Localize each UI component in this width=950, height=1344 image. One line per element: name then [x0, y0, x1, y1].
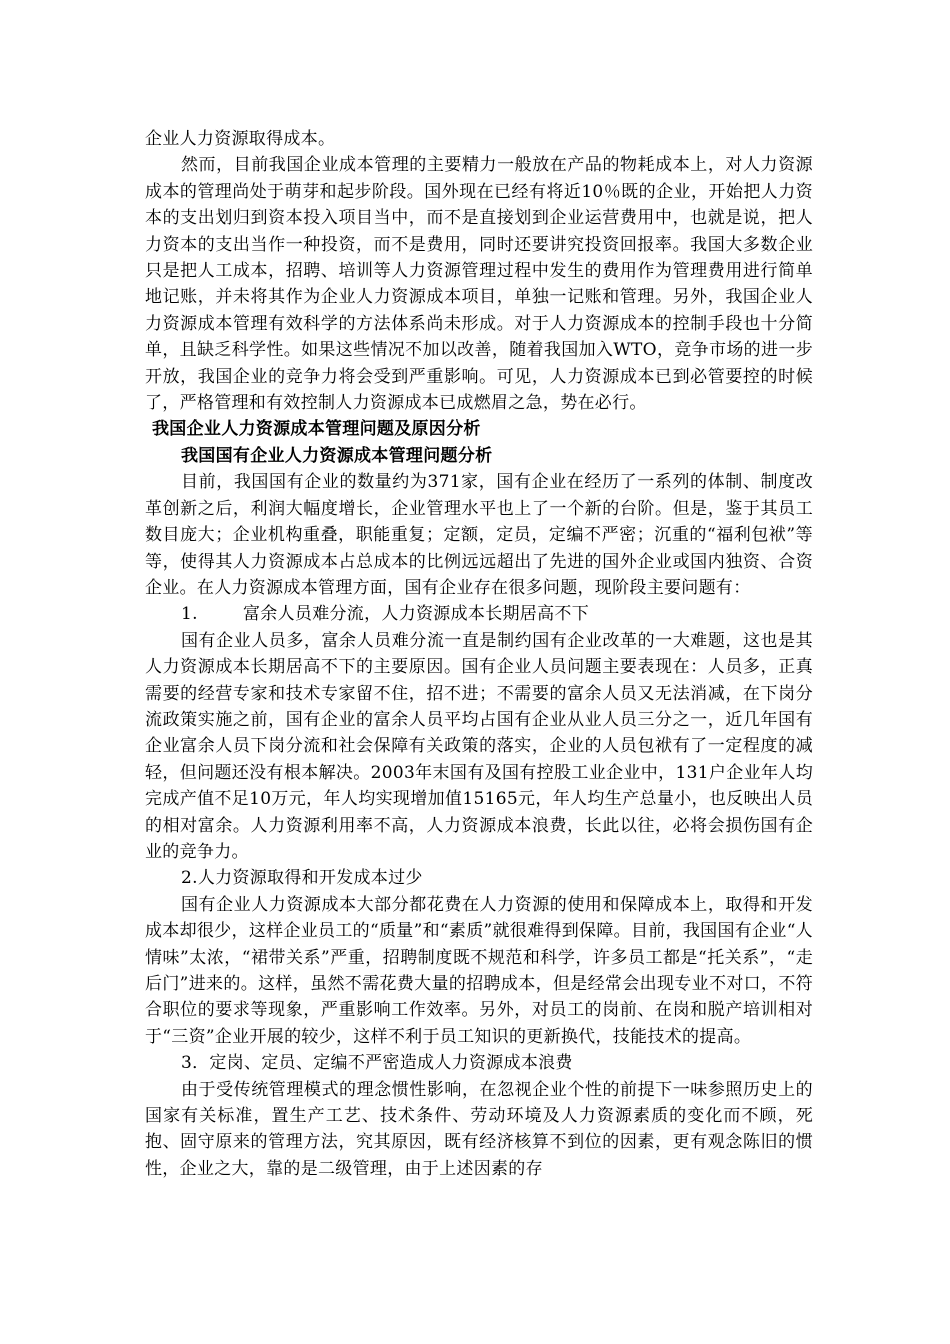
list-item-1-number: 1. — [181, 604, 198, 625]
subsection-heading: 我国国有企业人力资源成本管理问题分析 — [181, 445, 493, 466]
paragraph-acquisition-cost: 国有企业人力资源成本大部分都花费在人力资源的使用和保障成本上，取得和开发成本却很少，这样企业员工的“质量”和“素质”就很难得到保障。目前，我国国有企业“人情味”太浓，“裙带关系”严重，招聘制度既不规范和科学，许多员工都是“托关系”，“走后门”进来的。这样，虽然不需花费大量的招聘成本，但是经常会出现专业不对口，不符合职位的要求等现象，严重影响工作效率。另外，对员工的岗前、在岗和脱产培训相对于“三资”企业开展的较少，这样不利于员工知识的更新换代，技能技术的提高。 — [145, 894, 813, 1047]
paragraph-staffing-waste: 由于受传统管理模式的理念惯性影响，在忽视企业个性的前提下一味参照历史上的国家有关标准，置生产工艺、技术条件、劳动环境及人力资源素质的变化而不顾，死抱、固守原来的管理方法，究其原因，既有经济核算不到位的因素，更有观念陈旧的惯性，企业之大，靠的是二级管理，由于上述因素的存 — [145, 1079, 813, 1179]
list-item-2: 2.人力资源取得和开发成本过少 — [181, 868, 423, 889]
paragraph-intro: 然而，目前我国企业成本管理的主要精力一般放在产品的物耗成本上，对人力资源成本的管理尚处于萌芽和起步阶段。国外现在已经有将近10％既的企业，开始把人力资本的支出划归到资本投入项目当中，而不是直接划到企业运营费用中，也就是说，把人力资本的支出当作一种投资，而不是费用，同时还要讲究投资回报率。我国大多数企业只是把人工成本，招聘、培训等人力资源管理过程中发生的费用作为管理费用进行简单地记账，并未将其作为企业人力资源成本项目，单独一记账和管理。另外，我国企业人力资源成本管理有效科学的方法体系尚未形成。对于人力资源成本的控制手段也十分简单，且缺乏科学性。如果这些情况不加以改善，随着我国加入WTO，竞争市场的进一步开放，我国企业的竞争力将会受到严重影响。可见，人力资源成本已到必管要控的时候了，严格管理和有效控制人力资源成本已成燃眉之急，势在必行。 — [145, 155, 813, 414]
list-item-1-text: 富余人员难分流，人力资源成本长期居高不下 — [243, 604, 589, 625]
list-item-3: 3．定岗、定员、定编不严密造成人力资源成本浪费 — [181, 1053, 573, 1074]
document-page — [145, 126, 813, 1182]
paragraph-surplus-staff: 国有企业人员多，富余人员难分流一直是制约国有企业改革的一大难题，这也是其人力资源成本长期居高不下的主要原因。国有企业人员问题主要表现在：人员多，正真需要的经营专家和技术专家留不住，招不进；不需要的富余人员又无法消减，在下岗分流政策实施之前，国有企业的富余人员平均占国有企业从业人员三分之一，近几年国有企业富余人员下岗分流和社会保障有关政策的落实，企业的人员包袱有了一定程度的减轻，但问题还没有根本解决。2003年末国有及国有控股工业企业中，131户企业年人均完成产值不足10万元，年人均实现增加值15165元，年人均生产总量小，也反映出人员的相对富余。人力资源利用率不高，人力资源成本浪费，长此以往，必将会损伤国有企业的竞争力。 — [145, 630, 813, 862]
paragraph-continuation: 企业人力资源取得成本。 — [145, 129, 336, 149]
paragraph-state-enterprises: 目前，我国国有企业的数量约为371家，国有企业在经历了一系列的体制、制度改革创新之后，利润大幅度增长，企业管理水平也上了一个新的台阶。但是，鉴于其员工数目庞大；企业机构重叠，职能重复；定额，定员，定编不严密；沉重的“福利包袱”等等，使得其人力资源成本占总成本的比例远远超出了先进的国外企业或国内独资、合资企业。在人力资源成本管理方面，国有企业存在很多问题，现阶段主要问题有： — [145, 472, 813, 598]
list-item-1 — [145, 601, 813, 627]
section-heading: 我国企业人力资源成本管理问题及原因分析 — [152, 419, 481, 440]
